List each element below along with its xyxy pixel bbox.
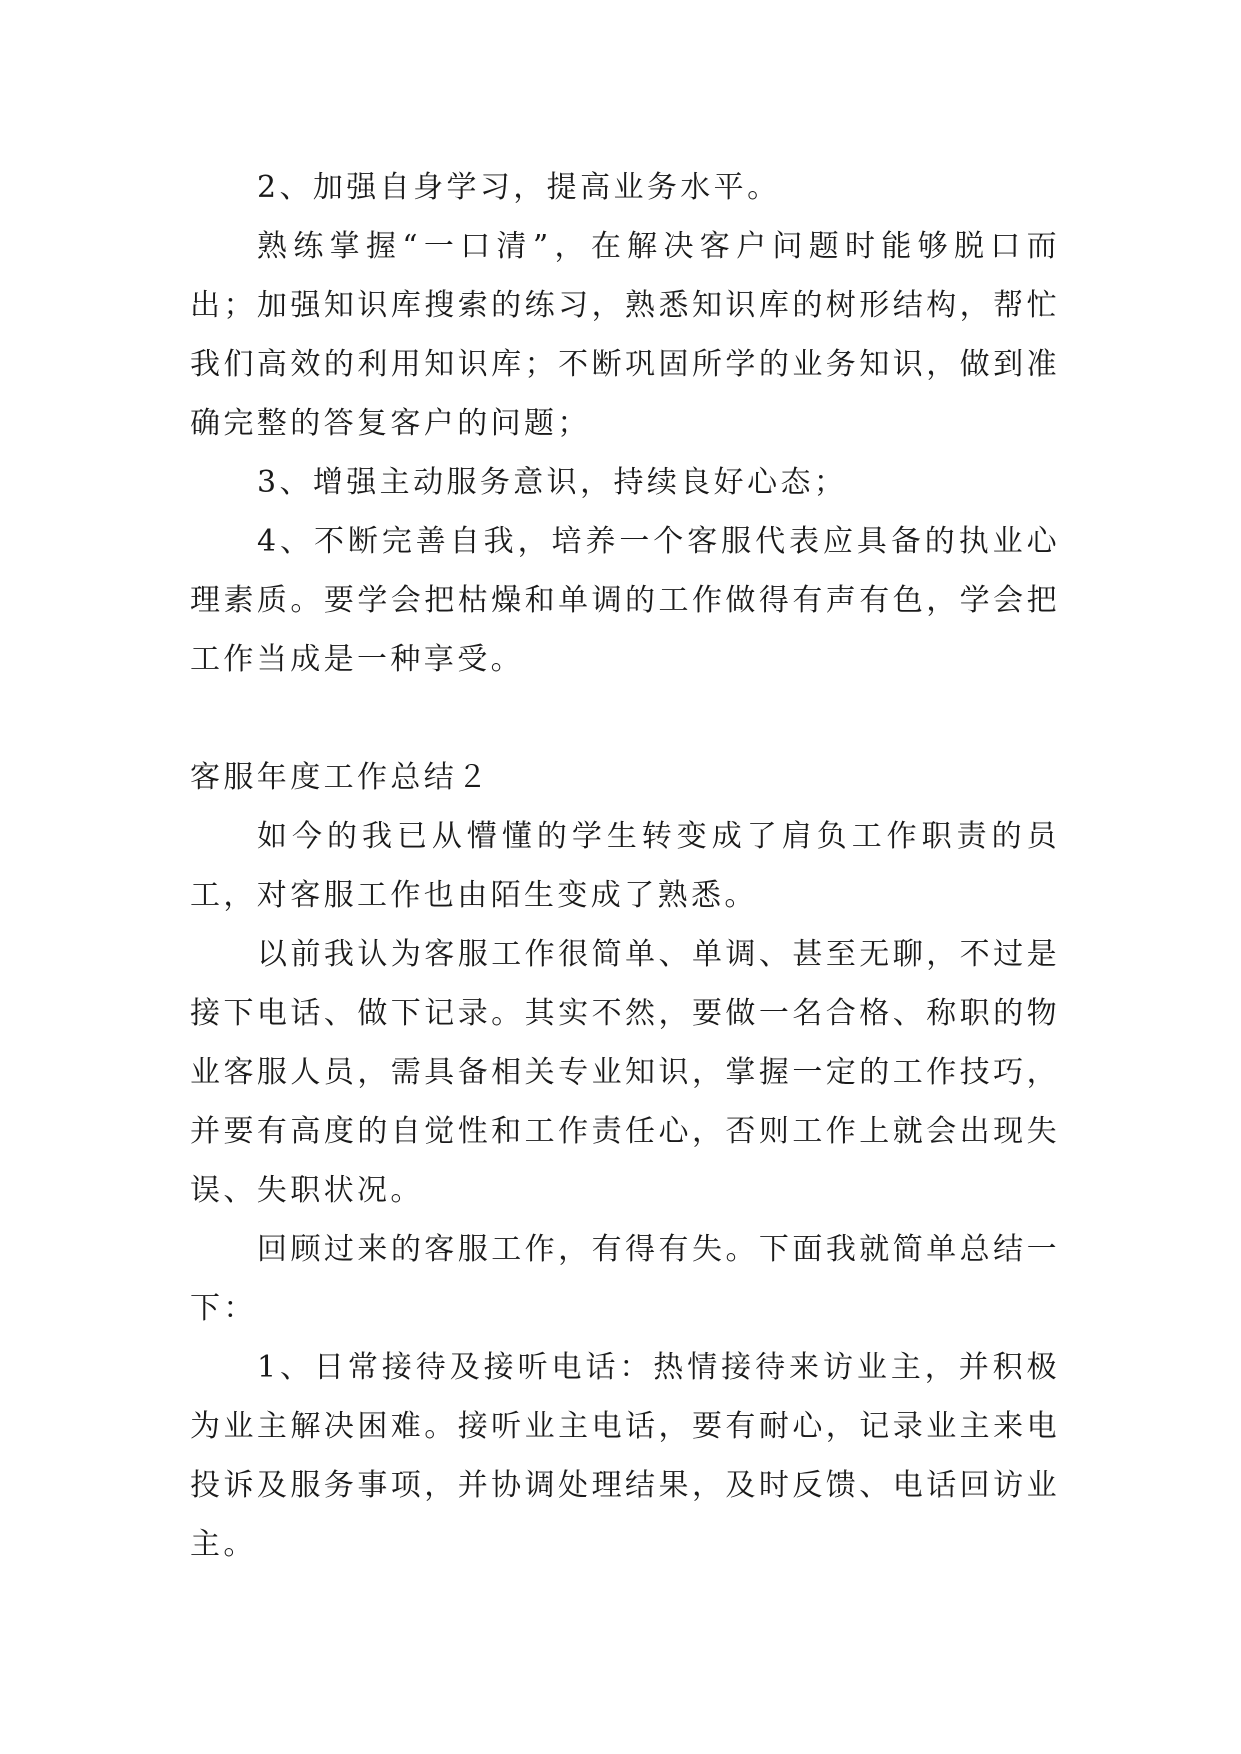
document-body bbox=[190, 158, 1060, 1574]
paragraph-previous-view: 以前我认为客服工作很简单、单调、甚至无聊，不过是接下电话、做下记录。其实不然，要做一名合格、称职的物业客服人员，需具备相关专业知识，掌握一定的工作技巧，并要有高度的自觉性和工作责任心，否则工作上就会出现失误、失职状况。 bbox=[190, 937, 1060, 1208]
paragraph-intro: 如今的我已从懵懂的学生转变成了肩负工作职责的员工，对客服工作也由陌生变成了熟悉。 bbox=[190, 819, 1060, 913]
paragraph-daily-reception: 1、日常接待及接听电话：热情接待来访业主，并积极为业主解决困难。接听业主电话，要有耐心，记录业主来电投诉及服务事项，并协调处理结果，及时反馈、电话回访业主。 bbox=[190, 1350, 1060, 1562]
paragraph-service-awareness: 3、增强主动服务意识，持续良好心态； bbox=[257, 465, 848, 500]
paragraph-self-improvement: 4、不断完善自我，培养一个客服代表应具备的执业心理素质。要学会把枯燥和单调的工作做得有声有色，学会把工作当成是一种享受。 bbox=[190, 524, 1060, 677]
paragraph-review: 回顾过来的客服工作，有得有失。下面我就简单总结一下： bbox=[190, 1232, 1060, 1326]
paragraph-knowledge-base: 熟练掌握“一口清”，在解决客户问题时能够脱口而出；加强知识库搜索的练习，熟悉知识库的树形结构，帮忙我们高效的利用知识库；不断巩固所学的业务知识，做到准确完整的答复客户的问题； bbox=[190, 229, 1060, 441]
paragraph-study: 2、加强自身学习，提高业务水平。 bbox=[257, 170, 781, 205]
section-heading: 客服年度工作总结２ bbox=[190, 760, 491, 795]
